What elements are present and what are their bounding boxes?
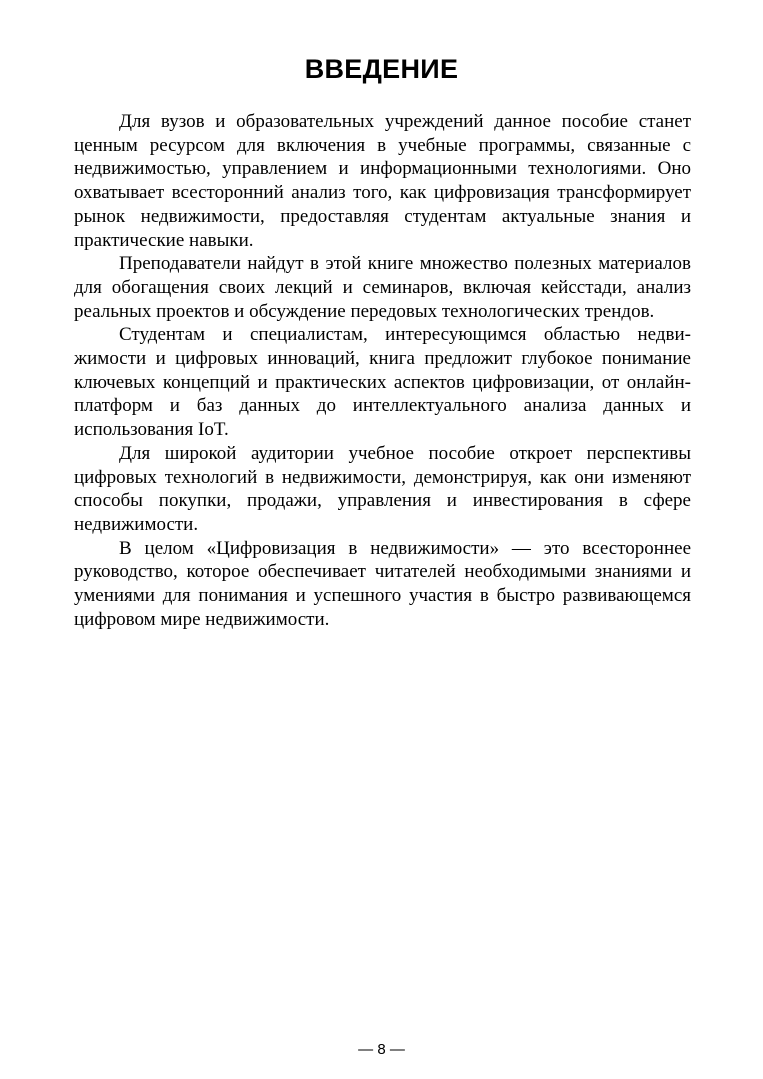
body-text (74, 110, 691, 631)
page-number: — 8 — (358, 1041, 405, 1058)
page-title: ВВЕДЕНИЕ (304, 54, 459, 84)
paragraph-summary: В целом «Цифровизация в недвижимости» — это всестороннее руководство, которое обеспечивает читателей необходимыми знаниями и умениями для понимания и успешного участия в быстро развивающемся цифровом мире недвижимости. (74, 537, 691, 630)
paragraph-wide-audience: Для широкой аудитории учебное пособие откроет перспективы цифровых технологий в недвижимости, демонстрируя, как они изменяют способы покупки, продажи, управления и инвестирования в сфере недвижимости. (74, 442, 691, 535)
paragraph-teachers: Преподаватели найдут в этой книге множество полезных материалов для обогащения своих лекций и семинаров, включая кейсстади, анализ реальных проектов и обсуждение передовых технологических трендов. (74, 253, 691, 322)
paragraph-students: Студентам и специалистам, интересующимся областью недвижимости и цифровых инноваций, книга предложит глубокое понимание ключевых концепций и практических аспектов цифровизации, от онлайн-платформ и баз данных до интеллектуального анализа данных и использования IoT. (74, 324, 691, 441)
paragraph-universities: Для вузов и образовательных учреждений данное пособие станет ценным ресурсом для включения в учебные программы, связанные с недвижимостью, управлением и информационными технологиями. Оно охватывает всесторонний анализ того, как цифровизация трансформирует рынок недвижимости, предоставляя студентам актуальные знания и практические навыки. (74, 111, 691, 251)
